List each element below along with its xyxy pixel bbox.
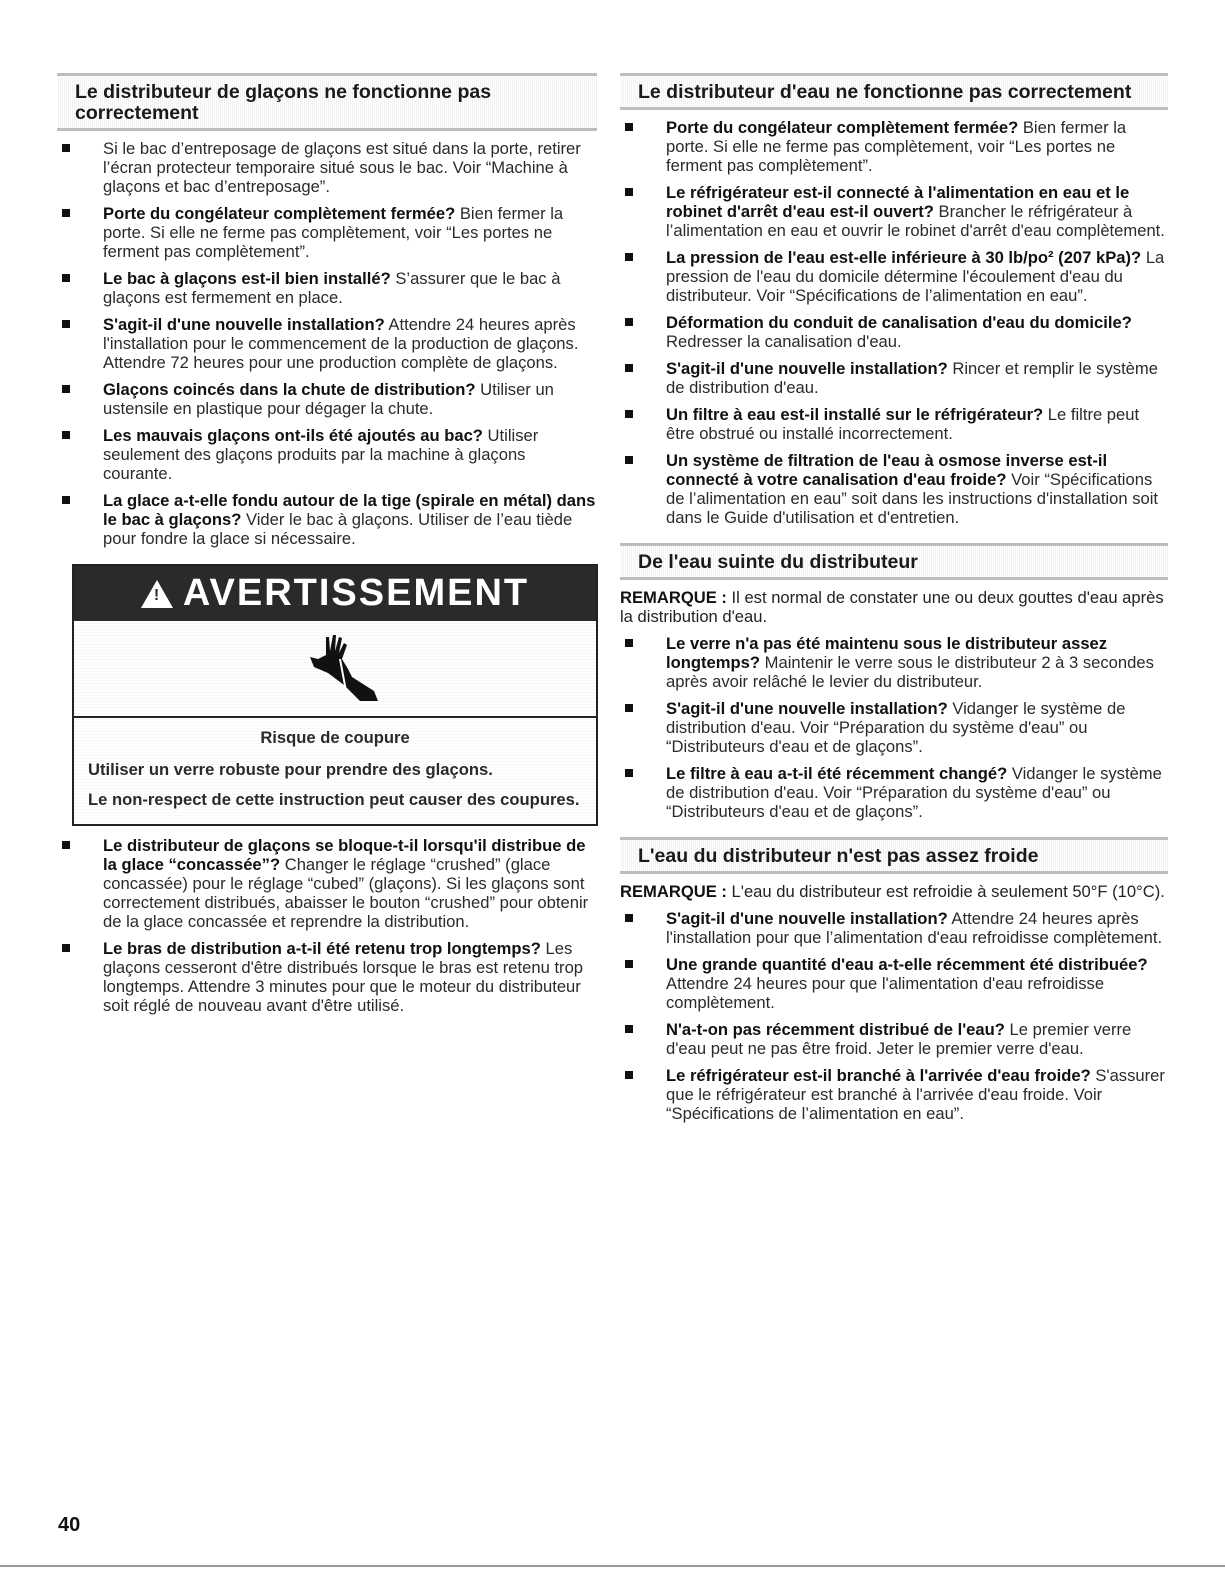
heading-line: Le distributeur de glaçons ne fonctionne pas [75, 81, 492, 103]
leaking-list [620, 634, 1168, 821]
not-cold-heading: L'eau du distributeur n'est pas assez froide [620, 837, 1168, 874]
square-bullet-icon [625, 410, 633, 418]
water-dispenser-list [620, 118, 1168, 527]
list-item: Le distributeur de glaçons se bloque-t-il lorsqu'il distribue de la glace “concassée”? Changer le réglage “crushed” (glace concassée) pour le réglage “cubed” (glaçons). Si les glaçons sont correctement distribués, abaisser le bouton “crushed” pour obtenir de la glace concassée et reprendre la distribution. [57, 836, 597, 931]
square-bullet-icon [625, 123, 633, 131]
square-bullet-icon [625, 253, 633, 261]
right-column [620, 0, 1168, 1123]
ice-dispenser-list-continued [57, 836, 597, 1015]
warning-text [74, 718, 596, 824]
not-cold-list [620, 909, 1168, 1123]
leaking-dispenser-heading: De l'eau suinte du distributeur [620, 543, 1168, 580]
left-column [57, 0, 597, 1015]
square-bullet-icon [62, 496, 70, 504]
warning-word: AVERTISSEMENT [182, 572, 530, 614]
list-item: Le bac à glaçons est-il bien installé? S’assurer que le bac à glaçons est fermement en place. [57, 269, 597, 307]
warning-box [72, 564, 598, 826]
square-bullet-icon [62, 385, 70, 393]
list-item: Porte du congélateur complètement fermée? Bien fermer la porte. Si elle ne ferme pas complètement, voir “Les portes ne ferment pas complètement”. [57, 204, 597, 261]
list-item: Porte du congélateur complètement fermée? Bien fermer la porte. Si elle ne ferme pas complètement, voir “Les portes ne ferment pas complètement”. [620, 118, 1168, 175]
list-item: Le réfrigérateur est-il branché à l'arrivée d'eau froide? S'assurer que le réfrigérateur est branché à l'arrivée d'eau froide. Voir “Spécifications de l’alimentation en eau”. [620, 1066, 1168, 1123]
square-bullet-icon [62, 209, 70, 217]
list-item: La glace a-t-elle fondu autour de la tige (spirale en métal) dans le bac à glaçons? Vider le bac à glaçons. Utiliser de l’eau tiède pour fondre la glace si nécessaire. [57, 491, 597, 548]
list-item: S'agit-il d'une nouvelle installation? Attendre 24 heures après l'installation pour le commencement de la production de glaçons. Attendre 72 heures pour une production complète de glaçons. [57, 315, 597, 372]
square-bullet-icon [625, 960, 633, 968]
list-item: Le filtre à eau a-t-il été récemment changé? Vidanger le système de distribution d'eau. Voir “Préparation du système d'eau” ou “Distributeurs d'eau et de glaçons”. [620, 764, 1168, 821]
square-bullet-icon [62, 944, 70, 952]
square-bullet-icon [62, 431, 70, 439]
cut-hand-icon [304, 629, 384, 709]
square-bullet-icon [625, 188, 633, 196]
page-number: 40 [58, 1514, 81, 1536]
not-cold-note: REMARQUE : L'eau du distributeur est refroidie à seulement 50°F (10°C). [620, 882, 1165, 901]
list-item: La pression de l'eau est-elle inférieure à 30 lb/po² (207 kPa)? La pression de l'eau du domicile détermine l'écoulement d'eau du distributeur. Voir “Spécifications de l’alimentation en eau”. [620, 248, 1168, 305]
list-item: Le réfrigérateur est-il connecté à l'alimentation en eau et le robinet d'arrêt d'eau est-il ouvert? Brancher le réfrigérateur à l’alimentation en eau et ouvrir le robinet d'arrêt d'eau complètement. [620, 183, 1168, 240]
list-item: S'agit-il d'une nouvelle installation? Rincer et remplir le système de distribution d'eau. [620, 359, 1168, 397]
cut-hazard-area [74, 621, 596, 718]
square-bullet-icon [625, 1071, 633, 1079]
list-item: Si le bac d’entreposage de glaçons est situé dans la porte, retirer l’écran protecteur temporaire situé sous le bac. Voir “Machine à glaçons et bac d’entreposage”. [57, 139, 597, 196]
square-bullet-icon [625, 364, 633, 372]
list-item: Les mauvais glaçons ont-ils été ajoutés au bac? Utiliser seulement des glaçons produits par la machine à glaçons courante. [57, 426, 597, 483]
leaking-note: REMARQUE : Il est normal de constater une ou deux gouttes d'eau après la distribution d'eau. [620, 588, 1164, 626]
hazard-title: Risque de coupure [260, 728, 410, 747]
water-dispenser-heading: Le distributeur d'eau ne fonctionne pas correctement [620, 73, 1168, 110]
list-item: Un système de filtration de l'eau à osmose inverse est-il connecté à votre canalisation d'eau froide? Voir “Spécifications de l’alimentation en eau” soit dans les instructions d'installation soit dans le Guide d'utilisation et d'entretien. [620, 451, 1168, 527]
square-bullet-icon [625, 1025, 633, 1033]
warning-banner [74, 566, 596, 621]
warning-triangle-icon: ! [141, 580, 173, 608]
square-bullet-icon [62, 144, 70, 152]
list-item: N'a-t-on pas récemment distribué de l'eau? Le premier verre d'eau peut ne pas être froid. Jeter le premier verre d'eau. [620, 1020, 1168, 1058]
ice-dispenser-list [57, 139, 597, 548]
list-item: Une grande quantité d'eau a-t-elle récemment été distribuée? Attendre 24 heures pour que l'alimentation d'eau refroidisse complètement. [620, 955, 1168, 1012]
bottom-divider [0, 1565, 1225, 1567]
warning-instruction: Utiliser un verre robuste pour prendre des glaçons. [88, 760, 493, 779]
square-bullet-icon [62, 274, 70, 282]
square-bullet-icon [625, 769, 633, 777]
ice-dispenser-heading [57, 73, 597, 131]
square-bullet-icon [625, 639, 633, 647]
list-item: Le verre n'a pas été maintenu sous le distributeur assez longtemps? Maintenir le verre sous le distributeur 2 à 3 secondes après avoir relâché le levier du distributeur. [620, 634, 1168, 691]
heading-line: correctement [75, 102, 199, 124]
list-item: Le bras de distribution a-t-il été retenu trop longtemps? Les glaçons cesseront d'être distribués lorsque le bras est retenu trop longtemps. Attendre 3 minutes pour que le moteur du distributeur soit réglé de nouveau avant d'être utilisé. [57, 939, 597, 1015]
square-bullet-icon [625, 914, 633, 922]
list-item: Glaçons coincés dans la chute de distribution? Utiliser un ustensile en plastique pour dégager la chute. [57, 380, 597, 418]
square-bullet-icon [62, 841, 70, 849]
square-bullet-icon [625, 704, 633, 712]
list-item: S'agit-il d'une nouvelle installation? Vidanger le système de distribution d'eau. Voir “Préparation du système d'eau” ou “Distributeurs d'eau et de glaçons”. [620, 699, 1168, 756]
list-item: Déformation du conduit de canalisation d'eau du domicile? Redresser la canalisation d'eau. [620, 313, 1168, 351]
warning-consequence: Le non-respect de cette instruction peut causer des coupures. [88, 790, 580, 809]
square-bullet-icon [625, 318, 633, 326]
list-item: Un filtre à eau est-il installé sur le réfrigérateur? Le filtre peut être obstrué ou installé incorrectement. [620, 405, 1168, 443]
square-bullet-icon [62, 320, 70, 328]
square-bullet-icon [625, 456, 633, 464]
list-item: S'agit-il d'une nouvelle installation? Attendre 24 heures après l'installation pour que l’alimentation d'eau refroidisse complètement. [620, 909, 1168, 947]
